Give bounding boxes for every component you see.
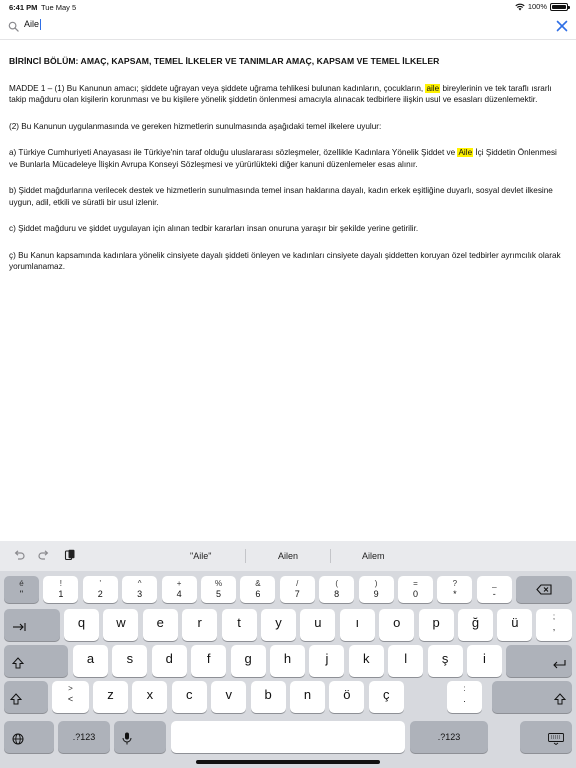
- wifi-icon: [515, 3, 525, 11]
- key-top-char: =: [413, 579, 418, 588]
- key-comma[interactable]: [536, 609, 572, 641]
- suggestion-2[interactable]: Ailen: [278, 551, 299, 561]
- key-e[interactable]: [143, 609, 178, 641]
- home-indicator: [196, 760, 380, 764]
- paragraph-cc: ç) Bu Kanun kapsamında kadınlara yönelik cinsiyete dayalı şiddeti önleyen ve kadınları cinsiyete dayalı şiddetten koruyan özel tedbirler ayrımcılık olarak yorumlanamaz.: [9, 250, 561, 271]
- paste-icon[interactable]: [64, 549, 76, 561]
- key-char: r: [197, 615, 202, 630]
- section-heading: BİRİNCİ BÖLÜM: AMAÇ, KAPSAM, TEMEL İLKELER VE TANIMLAR AMAÇ, KAPSAM VE TEMEL İLKELER: [9, 56, 440, 66]
- text-cursor: [40, 19, 41, 30]
- globe-key[interactable]: [4, 721, 54, 753]
- key-bottom-char: *: [453, 589, 457, 599]
- key-u[interactable]: [300, 609, 335, 641]
- key-n[interactable]: [290, 681, 325, 713]
- key-x[interactable]: [132, 681, 167, 713]
- key-ö[interactable]: [329, 681, 364, 713]
- battery-icon: [550, 3, 568, 11]
- key-c[interactable]: [172, 681, 207, 713]
- numbers-key-left[interactable]: [58, 721, 110, 753]
- key-char: h: [283, 651, 292, 666]
- undo-icon[interactable]: [13, 549, 25, 561]
- key-char: u: [314, 615, 322, 630]
- key-ı[interactable]: [340, 609, 375, 641]
- key-char: d: [165, 651, 173, 666]
- key-s[interactable]: [112, 645, 147, 677]
- caps-lock-key[interactable]: [4, 645, 68, 677]
- key-w[interactable]: [103, 609, 138, 641]
- key-ü[interactable]: [497, 609, 532, 641]
- search-highlight: aile: [426, 83, 440, 93]
- status-date: Tue May 5: [41, 3, 77, 12]
- shift-key-right[interactable]: [492, 681, 572, 713]
- key-top-char: ': [99, 579, 102, 588]
- delete-key[interactable]: [516, 576, 572, 603]
- key--[interactable]: [477, 576, 512, 603]
- key-char: n: [303, 687, 312, 702]
- paragraph-2: (2) Bu Kanunun uygulanmasında ve gereken hizmetlerin sunulmasında aşağıdaki temel ilkelere uyulur:: [9, 121, 382, 131]
- paragraph-c: c) Şiddet mağduru ve şiddet uygulayan için alınan tedbir kararları insan onuruna yaraşır bir şekilde yerine getirilir.: [9, 224, 419, 233]
- key-char: v: [225, 687, 232, 702]
- key-7[interactable]: [280, 576, 315, 603]
- paragraph-b: b) Şiddet mağdurlarına verilecek destek ve hizmetlerin sunulmasında temel insan haklarına dayalı, kadın erkek eşitliğine duyarlı, sosyal devlet ilkesine uygun, adil, etkili ve süratli bir usul izlenir.: [9, 186, 553, 207]
- key-ç[interactable]: [369, 681, 404, 713]
- key-top-char: +: [176, 579, 182, 588]
- key-char: j: [325, 651, 329, 666]
- key-o[interactable]: [379, 609, 414, 641]
- key-top-char: ): [374, 579, 378, 588]
- p1-text-after: bireylerinin ve tek taraflı ısrarlı takip mağduru olan kişilerin korunması ve bu kişilere yönelik şiddetin önlenmesi amacıyla alınacak tedbirlere ilişkin usul ve esasları düzenlemektir.: [9, 83, 552, 104]
- key-h[interactable]: [270, 645, 305, 677]
- key-bottom-char: 9: [373, 589, 379, 599]
- key-top-char: &: [255, 579, 261, 588]
- search-highlight: Aile: [458, 148, 473, 157]
- key-i[interactable]: [467, 645, 502, 677]
- key-bottom-char: ": [19, 589, 24, 599]
- key-bottom-char: 2: [97, 589, 103, 599]
- suggestion-1[interactable]: "Aile": [190, 551, 212, 561]
- key-bottom-char: 3: [137, 589, 143, 599]
- key-char: y: [275, 615, 282, 630]
- key-top-char: ^: [137, 579, 142, 588]
- key-char: x: [146, 687, 154, 702]
- key-char: l: [404, 651, 408, 666]
- key-top-char: ?: [452, 579, 458, 588]
- key-l[interactable]: [388, 645, 423, 677]
- key-f[interactable]: [191, 645, 226, 677]
- key-2[interactable]: [83, 576, 118, 603]
- close-icon[interactable]: [556, 20, 568, 32]
- key-char: ş: [441, 651, 449, 666]
- key-5[interactable]: [201, 576, 236, 603]
- shift-key-left[interactable]: [4, 681, 48, 713]
- battery-percentage: 100%: [527, 2, 547, 11]
- key-char: a: [86, 651, 95, 666]
- p1-text-before: MADDE 1 – (1) Bu Kanunun amacı; şiddete uğrayan veya şiddete uğrama tehlikesi bulunan kadınların, çocukların,: [9, 83, 426, 93]
- key-top-char: /: [296, 579, 299, 588]
- keyboard: [0, 541, 576, 768]
- key-bottom-char: -: [492, 589, 496, 599]
- key-top-char: é: [19, 579, 24, 588]
- key-y[interactable]: [261, 609, 296, 641]
- key-top-char: :: [463, 684, 466, 693]
- suggestion-separator: [330, 549, 331, 563]
- key-char: ü: [511, 615, 519, 630]
- key-top-char: ;: [552, 612, 556, 621]
- key-bottom-char: 4: [176, 589, 182, 599]
- dictation-key[interactable]: [114, 721, 166, 753]
- space-key[interactable]: [171, 721, 405, 753]
- key-g[interactable]: [231, 645, 266, 677]
- key-"[interactable]: [4, 576, 39, 603]
- key-bottom-char: ,: [552, 622, 556, 632]
- p3-text-before: a) Türkiye Cumhuriyeti Anayasası ile Türkiye'nin taraf olduğu uluslararası sözleşmeler, özellikle Kadınlara Yönelik Şiddet ve: [9, 148, 458, 157]
- return-key[interactable]: [506, 645, 572, 677]
- key-4[interactable]: [162, 576, 197, 603]
- key-3[interactable]: [122, 576, 157, 603]
- key-char: g: [244, 651, 252, 666]
- key-ş[interactable]: [428, 645, 463, 677]
- suggestion-3[interactable]: Ailem: [362, 551, 385, 561]
- key-bottom-char: 1: [58, 589, 64, 599]
- document-content: [9, 56, 567, 288]
- key-char: z: [107, 687, 114, 702]
- key-bottom-char: 8: [334, 589, 340, 599]
- key-char: .?123: [72, 732, 96, 742]
- search-input-value: Aile: [24, 19, 40, 29]
- key-t[interactable]: [222, 609, 257, 641]
- key-b[interactable]: [251, 681, 286, 713]
- status-time: 6:41 PM: [9, 3, 38, 12]
- key-char: ı: [355, 615, 360, 630]
- tab-key[interactable]: [4, 609, 60, 641]
- search-input[interactable]: [24, 19, 524, 30]
- key-top-char: >: [68, 684, 73, 693]
- key-top-char: !: [59, 579, 62, 588]
- key-less-than[interactable]: [52, 681, 89, 713]
- key-q[interactable]: [64, 609, 99, 641]
- key-char: p: [432, 615, 440, 630]
- key-top-char: _: [492, 579, 497, 588]
- key-6[interactable]: [240, 576, 275, 603]
- key-char: c: [186, 687, 193, 702]
- key-bottom-char: 0: [412, 589, 418, 599]
- key-char: w: [116, 615, 126, 630]
- key-j[interactable]: [309, 645, 344, 677]
- key-z[interactable]: [93, 681, 128, 713]
- suggestion-separator: [245, 549, 246, 563]
- key-char: q: [77, 615, 86, 630]
- search-bar: [0, 14, 576, 40]
- key-r[interactable]: [182, 609, 217, 641]
- key-char: o: [393, 615, 401, 630]
- key-bottom-char: <: [67, 694, 74, 704]
- key-bottom-char: 5: [215, 589, 221, 599]
- key-char: ç: [383, 687, 390, 702]
- key-char: ğ: [471, 615, 480, 630]
- paragraph-madde-1: [9, 83, 567, 106]
- hide-keyboard-key[interactable]: [520, 721, 572, 753]
- key-char: e: [156, 615, 164, 630]
- p3-text-after: İçi Şiddetin Önlenmesi ve Bunlarla Mücadeleye İlişkin Avrupa Konseyi Sözleşmesi ve yürürlükteki diğer kanuni düzenlemeler esas alınır.: [9, 148, 557, 169]
- key-0[interactable]: [398, 576, 433, 603]
- key-char: .?123: [437, 732, 461, 742]
- key-top-char: %: [214, 579, 223, 588]
- key-char: k: [363, 651, 370, 666]
- key-8[interactable]: [319, 576, 354, 603]
- key-char: ö: [343, 687, 351, 702]
- key-1[interactable]: [43, 576, 78, 603]
- key-a[interactable]: [73, 645, 108, 677]
- key-9[interactable]: [359, 576, 394, 603]
- key-period[interactable]: [447, 681, 482, 713]
- key-char: s: [126, 651, 134, 666]
- key-char: f: [206, 651, 211, 666]
- key-bottom-char: 6: [255, 589, 261, 599]
- paragraph-a: [9, 147, 567, 170]
- numbers-key-right[interactable]: [410, 721, 488, 753]
- status-bar: [0, 0, 576, 14]
- key-char: b: [264, 687, 272, 702]
- key-char: i: [483, 651, 486, 666]
- key-v[interactable]: [211, 681, 246, 713]
- key-top-char: (: [335, 579, 339, 588]
- key-bottom-char: .: [463, 694, 466, 704]
- keyboard-toolbar: [0, 541, 576, 571]
- key-k[interactable]: [349, 645, 384, 677]
- search-icon: [8, 21, 19, 32]
- key-d[interactable]: [152, 645, 187, 677]
- key-bottom-char: 7: [294, 589, 300, 599]
- key-char: t: [237, 615, 241, 630]
- redo-icon[interactable]: [38, 549, 50, 561]
- key-p[interactable]: [419, 609, 454, 641]
- key-*[interactable]: [437, 576, 472, 603]
- key-ğ[interactable]: [458, 609, 493, 641]
- status-right: [515, 2, 568, 11]
